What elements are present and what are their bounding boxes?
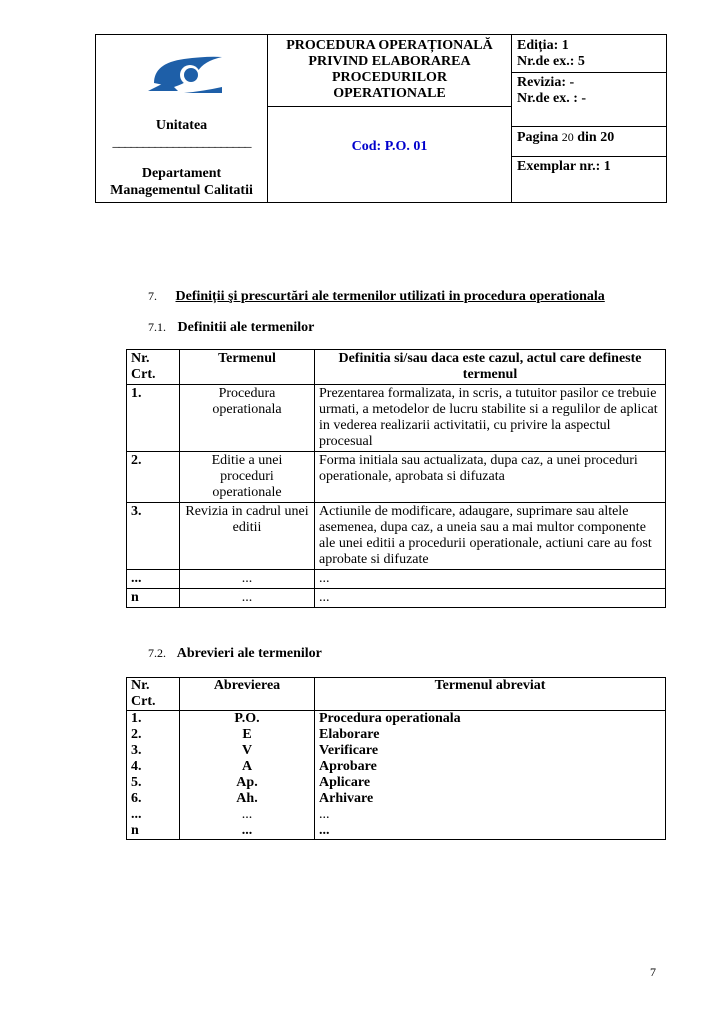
nr-ex: Nr.de ex.: 5 [517, 54, 585, 69]
col-definitia: Definitia si/sau daca este cazul, actul care defineste termenul [315, 350, 666, 385]
title-line-4: OPERATIONALE [333, 86, 446, 101]
organization-logo-icon [144, 51, 226, 97]
nr-ex-rev: Nr.de ex. : - [517, 91, 587, 106]
title-cell [268, 35, 512, 203]
col-termenul-abreviat: Termenul abreviat [315, 678, 666, 711]
unit-label: Unitatea [155, 118, 208, 133]
title-line-2: PRIVIND ELABORAREA [308, 54, 471, 69]
abbreviations-header-row [127, 678, 666, 711]
document-header [95, 34, 667, 203]
definitions-header-row [127, 350, 666, 385]
title-line-1: PROCEDURA OPERAȚIONALĂ [286, 38, 493, 53]
table-row: 2. E Elaborare [127, 727, 666, 743]
unit-blank: _______________________ [112, 135, 251, 150]
table-row: 6. Ah. Arhivare [127, 791, 666, 807]
col-termenul: Termenul [180, 350, 315, 385]
revizia: Revizia: - [512, 72, 666, 91]
procedure-code: Cod: P.O. 01 [268, 106, 511, 202]
section-7-1-heading: 7.1. Definitii ale termenilor [148, 320, 315, 335]
section-7-2-heading: 7.2. Abrevieri ale termenilor [148, 646, 322, 661]
col-abrevierea: Abrevierea [180, 678, 315, 711]
table-row: 3. V Verificare [127, 743, 666, 759]
edition-cell [512, 35, 667, 203]
exemplar: Exemplar nr.: 1 [512, 156, 666, 175]
section-7-heading: 7. Definiții şi prescurtări ale termenilor utilizati in procedura operationala [148, 289, 605, 304]
table-row: 1. P.O. Procedura operationala [127, 711, 666, 728]
editia: Ediția: 1 [517, 38, 569, 53]
table-row: ... ... ... [127, 807, 666, 823]
unit-cell [96, 35, 268, 203]
table-row: ... ... ... [127, 570, 666, 589]
abbreviations-table [126, 677, 666, 840]
table-row: n ... ... [127, 823, 666, 840]
department-label: Departament [141, 166, 222, 181]
definitions-table [126, 349, 666, 608]
department-name: Managementul Calitatii [110, 183, 253, 198]
table-row: 3. Revizia in cadrul unei editii Actiunile de modificare, adaugare, suprimare sau altele asemenea, dupa caz, a uneia sau a mai multor componente ale unei editii a procedurii operationale, actiuni care au fost aprobate si difuzate [127, 503, 666, 570]
col-nr-crt: Nr. Crt. [127, 678, 180, 711]
pagina: Pagina 20 din 20 [512, 126, 666, 156]
col-nr-crt: Nr. Crt. [127, 350, 180, 385]
title-line-3: PROCEDURILOR [331, 70, 448, 85]
table-row: n ... ... [127, 589, 666, 608]
table-row: 4. A Aprobare [127, 759, 666, 775]
page-number: 7 [650, 965, 656, 979]
table-row: 2. Editie a unei proceduri operationale Forma initiala sau actualizata, dupa caz, a unei proceduri operationale, aprobata si difuzata [127, 452, 666, 503]
table-row: 5. Ap. Aplicare [127, 775, 666, 791]
table-row: 1. Procedura operationala Prezentarea formalizata, in scris, a tutuitor pasilor ce trebuie urmati, a metodelor de lucru stabilite si a regulilor de aplicat in vederea realizarii activitatii, cu privire la aspectul procesual [127, 385, 666, 452]
